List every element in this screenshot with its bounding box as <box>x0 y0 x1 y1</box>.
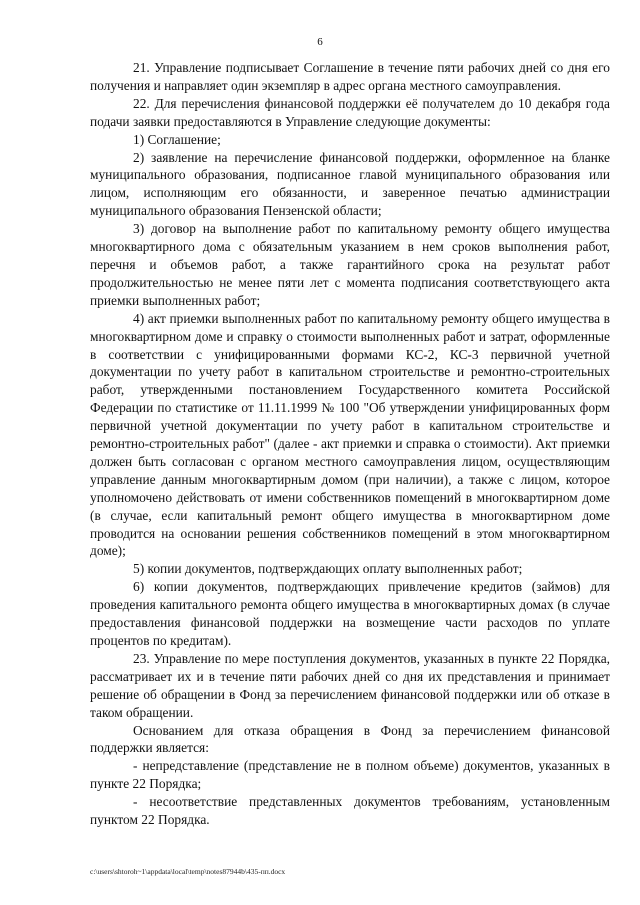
footer-file-path: c:\users\shtoroh~1\appdata\local\temp\notes87944b\435-пп.docx <box>90 867 286 876</box>
paragraph: - непредставление (представление не в полном объеме) документов, указанных в пункте 22 Порядка; <box>90 758 610 792</box>
document-body <box>90 59 610 829</box>
paragraph: 22. Для перечисления финансовой поддержки её получателем до 10 декабря года подачи заявки предоставляются в Управление следующие документы: <box>90 95 610 129</box>
page-number: 6 <box>317 36 323 48</box>
paragraph: Основанием для отказа обращения в Фонд за перечислением финансовой поддержки является: <box>90 722 610 756</box>
paragraph: 3) договор на выполнение работ по капитальному ремонту общего имущества многоквартирного дома с обязательным указанием в нем сроков выполнения работ, перечня и объемов работ, а также гарантийного срока на результат работ продолжительностью не менее пяти лет с момента подписания соответствующего акта приемки выполненных работ; <box>90 221 610 308</box>
paragraph: 1) Соглашение; <box>133 131 221 147</box>
paragraph: 5) копии документов, подтверждающих оплату выполненных работ; <box>133 561 523 577</box>
paragraph: 23. Управление по мере поступления документов, указанных в пункте 22 Порядка, рассматривает их и в течение пяти рабочих дней со дня их представления и принимает решение об обращении в Фонд за перечислением финансовой поддержки или об отказе в таком обращении. <box>90 650 610 720</box>
paragraph: 21. Управление подписывает Соглашение в течение пяти рабочих дней со дня его получения и направляет один экземпляр в адрес органа местного самоуправления. <box>90 60 610 93</box>
paragraph: - несоответствие представленных документов требованиям, установленным пунктом 22 Порядка. <box>90 794 610 828</box>
paragraph: 6) копии документов, подтверждающих привлечение кредитов (займов) для проведения капитального ремонта общего имущества в многоквартирных домах (в случае предоставления финансовой поддержки на возмещение части расходов по уплате процентов по кредитам). <box>90 579 610 648</box>
paragraph: 4) акт приемки выполненных работ по капитальному ремонту общего имущества в многоквартирном доме и справку о стоимости выполненных работ и затрат, оформленные в соответствии с унифицированными формами КС-2, КС-3 первичной учетной документации по учету работ в капитальном строительстве и ремонтно-строительных работ, утвержденными постановлением Государственного комитета Российской Федерации по статистике от 11.11.1999 № 100 "Об утверждении унифицированных форм первичной учетной документации по учету работ в капитальном строительстве и ремонтно-строительных работ" (далее - акт приемки и справка о стоимости). Акт приемки должен быть согласован с органом местного самоуправления лицом, осуществляющим управление данным многоквартирным домом (при наличии), а также с лицом, которое уполномочено действовать от имени собственников помещений в многоквартирном доме (в случае, если капитальный ремонт общего имущества в многоквартирном доме проводится на основании решения собственников помещений в этом многоквартирном доме); <box>90 310 610 559</box>
paragraph: 2) заявление на перечисление финансовой поддержки, оформленное на бланке муниципального образования, подписанное главой муниципального образования или лицом, исполняющим его обязанности, и заверенное печатью администрации муниципального образования Пензенской области; <box>90 149 610 219</box>
